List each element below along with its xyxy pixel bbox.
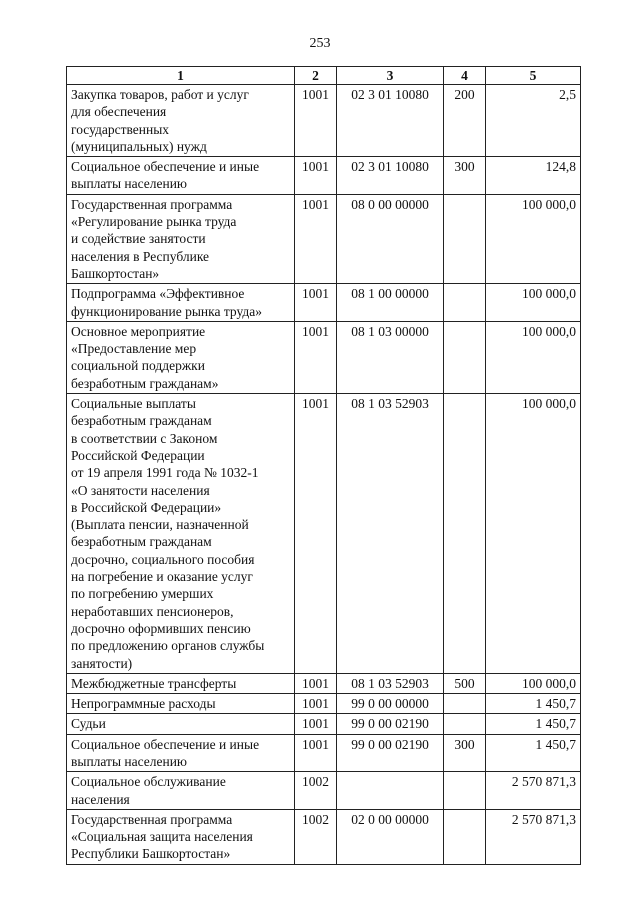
row-name-cell: Закупка товаров, работ и услуг для обеспечения государственных (муниципальных) нужд: [67, 85, 295, 157]
header-row: [67, 67, 581, 85]
header-col-5: 5: [486, 67, 581, 85]
row-target-cell: 02 3 01 10080: [337, 85, 444, 157]
row-amount-cell: 1 450,7: [486, 734, 581, 772]
row-expense-cell: [444, 809, 486, 864]
row-amount-cell: 2 570 871,3: [486, 809, 581, 864]
row-target-cell: 99 0 00 00000: [337, 694, 444, 714]
row-expense-cell: [444, 284, 486, 322]
row-section-cell: 1001: [295, 673, 337, 693]
table-row: [67, 394, 581, 674]
table-row: [67, 321, 581, 393]
page-number: 253: [309, 36, 331, 51]
table-row: [67, 714, 581, 734]
row-amount-cell: 100 000,0: [486, 321, 581, 393]
row-expense-cell: [444, 394, 486, 674]
row-section-cell: 1001: [295, 394, 337, 674]
table-row: [67, 734, 581, 772]
table-row: [67, 694, 581, 714]
row-expense-cell: 300: [444, 157, 486, 195]
row-section-cell: 1001: [295, 734, 337, 772]
row-section-cell: 1001: [295, 85, 337, 157]
table-row: [67, 85, 581, 157]
row-name-cell: Межбюджетные трансферты: [67, 673, 295, 693]
row-target-cell: 02 3 01 10080: [337, 157, 444, 195]
row-expense-cell: [444, 321, 486, 393]
row-expense-cell: 200: [444, 85, 486, 157]
table-row: [67, 809, 581, 864]
row-expense-cell: [444, 714, 486, 734]
row-target-cell: 08 0 00 00000: [337, 194, 444, 283]
table-row: [67, 194, 581, 283]
row-name-cell: Социальное обслуживание населения: [67, 772, 295, 810]
row-amount-cell: 100 000,0: [486, 394, 581, 674]
row-expense-cell: 300: [444, 734, 486, 772]
row-name-cell: Социальное обеспечение и иные выплаты населению: [67, 157, 295, 195]
row-expense-cell: [444, 694, 486, 714]
row-name-cell: Судьи: [67, 714, 295, 734]
row-section-cell: 1001: [295, 157, 337, 195]
row-amount-cell: 2 570 871,3: [486, 772, 581, 810]
row-section-cell: 1002: [295, 772, 337, 810]
table-row: [67, 284, 581, 322]
table-row: [67, 673, 581, 693]
row-name-cell: Социальные выплаты безработным гражданам в соответствии с Законом Российской Федерации от 19 апреля 1991 года № 1032-1 «О занятости населения в Российской Федерации» (Выплата пенсии, назначенной безработным гражданам досрочно, социального пособия на погребение и оказание услуг по погребению умерших неработавших пенсионеров, досрочно оформивших пенсию по предложению органов службы занятости): [67, 394, 295, 674]
row-amount-cell: 1 450,7: [486, 694, 581, 714]
budget-table: [66, 66, 581, 865]
row-section-cell: 1001: [295, 194, 337, 283]
table-row: [67, 772, 581, 810]
row-amount-cell: 100 000,0: [486, 194, 581, 283]
row-expense-cell: [444, 772, 486, 810]
row-target-cell: [337, 772, 444, 810]
row-section-cell: 1001: [295, 694, 337, 714]
row-target-cell: 08 1 03 52903: [337, 673, 444, 693]
row-name-cell: Государственная программа «Регулирование рынка труда и содействие занятости населения в Республике Башкортостан»: [67, 194, 295, 283]
row-name-cell: Основное мероприятие «Предоставление мер социальной поддержки безработным гражданам»: [67, 321, 295, 393]
row-name-cell: Социальное обеспечение и иные выплаты населению: [67, 734, 295, 772]
row-name-cell: Подпрограмма «Эффективное функционирование рынка труда»: [67, 284, 295, 322]
row-section-cell: 1001: [295, 284, 337, 322]
row-name-cell: Непрограммные расходы: [67, 694, 295, 714]
row-amount-cell: 100 000,0: [486, 673, 581, 693]
row-section-cell: 1001: [295, 714, 337, 734]
header-col-3: 3: [337, 67, 444, 85]
row-amount-cell: 124,8: [486, 157, 581, 195]
header-col-2: 2: [295, 67, 337, 85]
row-target-cell: 08 1 03 00000: [337, 321, 444, 393]
header-col-1: 1: [67, 67, 295, 85]
row-amount-cell: 100 000,0: [486, 284, 581, 322]
row-amount-cell: 1 450,7: [486, 714, 581, 734]
row-target-cell: 08 1 03 52903: [337, 394, 444, 674]
row-expense-cell: 500: [444, 673, 486, 693]
row-section-cell: 1001: [295, 321, 337, 393]
table-row: [67, 157, 581, 195]
row-section-cell: 1002: [295, 809, 337, 864]
row-target-cell: 08 1 00 00000: [337, 284, 444, 322]
row-target-cell: 99 0 00 02190: [337, 734, 444, 772]
row-name-cell: Государственная программа «Социальная защита населения Республики Башкортостан»: [67, 809, 295, 864]
row-expense-cell: [444, 194, 486, 283]
row-target-cell: 02 0 00 00000: [337, 809, 444, 864]
header-col-4: 4: [444, 67, 486, 85]
row-amount-cell: 2,5: [486, 85, 581, 157]
row-target-cell: 99 0 00 02190: [337, 714, 444, 734]
